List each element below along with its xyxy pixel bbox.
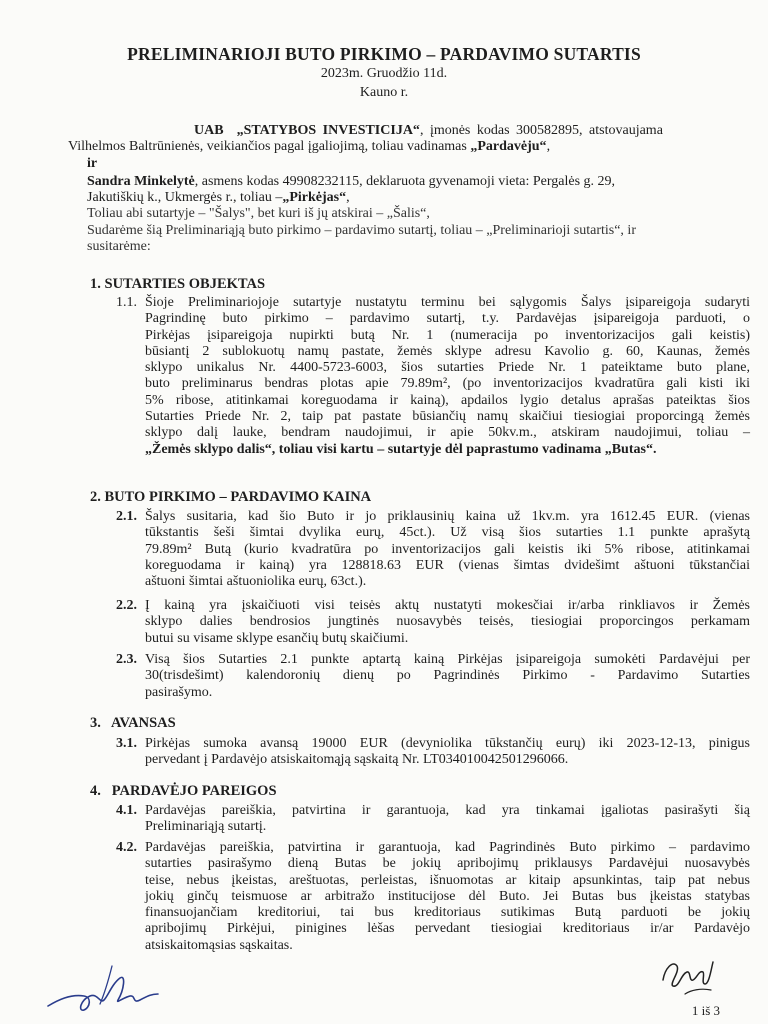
item-line: teise, nebus įkeistas, areštuotas, perleistas, išnuomotas ar kitaip apsunkintas, taip pat nebus [145, 872, 750, 888]
item-4-2-number: 4.2. [116, 840, 137, 855]
item-line: koreguodama ir kainą) yra 128818.63 EUR (vienas šimtas dvidešimt aštuoni tūkstančiai [145, 557, 750, 573]
item-line [145, 311, 750, 327]
item-line: atsiskaitomąsias sąskaitas. [145, 937, 293, 953]
item-line: Pardavėjas pareiškia, patvirtina ir garantuoja, kad yra tinkamai įgaliotas pasirašyti šią [145, 803, 750, 818]
item-line: 30(trisdešimt) kalendoronių dienų po Pagrindinės Pirkimo - Pardavimo Sutarties [145, 668, 750, 684]
buyer-details: , asmens kodas 49908232115, deklaruota gyvenamoji vieta: Pergalės g. 29, [194, 173, 616, 189]
section-4-heading: 4. PARDAVĖJO PAREIGOS [90, 783, 277, 799]
buyer-line-1 [87, 174, 720, 190]
buyer-comma: , [346, 190, 350, 206]
buyer-name: Sandra Minkelytė [87, 173, 195, 189]
item-line: sklypo dalį lauke, bendram naudojimui, ir apie 50kv.m., atskiram naudojimui, toliau – [145, 425, 750, 441]
page-number: 1 iš 3 [691, 1003, 720, 1018]
seller-alias: „Pardavėju“ [470, 139, 547, 155]
item-3-1 [145, 736, 750, 769]
buyer-address: Jakutiškių k., Ukmergės r., toliau – [87, 190, 283, 206]
item-line: Pirkėjas įsipareigoja nupirkti butą Nr. 1 (numeracija po inventorizacijos gali keistis) [145, 327, 750, 343]
item-line: butui su visame sklype esančių butų skaičiumi. [145, 630, 409, 646]
seller-details: , įmonės kodas 300582895, atstovaujama [419, 123, 663, 138]
item-line: Pardavėjas pareiškia, patvirtina ir garantuoja, kad Pagrindinės Buto pirkimo – pardavimo [145, 840, 750, 855]
item-line: pervedant į Pardavėjo atsiskaitomąją sąskaitą Nr. LT034010042501296066. [145, 752, 569, 768]
item-1-1-number: 1.1. [116, 295, 137, 310]
item-line: Pirkėjas sumoka avansą 19000 EUR (devyniolika tūkstančių eurų) iki 2023-12-13, pinigus [145, 736, 750, 751]
item-line: būsiantį 2 sublokuotų namų pastate, žemės sklype adresu Kavolio g. 60, Kaunas, žemės [145, 343, 750, 359]
item-line-text: Pagrindinę buto pirkimo – pardavimo sutartį, t.y. Pardavėjas įsipareigoja parduoti, o [145, 311, 750, 327]
item-3-1-number: 3.1. [116, 736, 137, 751]
and-word: ir [87, 155, 98, 171]
concluded-line-2: susitarėme: [87, 239, 151, 255]
item-line: sklypo unikalus Nr. 4400-5723-6003, šios sutarties Priede Nr. 1 pateiktame buto plane, [145, 360, 750, 376]
item-line: sutarties pasirašymo dieną Butas be jokių apribojimų priklausys Pardavėjui nuosavybės [145, 856, 750, 872]
item-2-1 [145, 509, 750, 590]
buyer-line-2 [87, 190, 720, 206]
item-line: Visą šios Sutarties 2.1 punkte aptartą kainą Pirkėjas įsipareigoja sumokėti Pardavėjui per [145, 652, 750, 667]
seller-prefix: UAB [194, 123, 224, 138]
item-line: buto preliminarus bendras plotas apie 79.89m², (po inventorizacijos kvadratūra gali kisti iki [145, 376, 750, 392]
seller-signature-icon [655, 950, 725, 1005]
seller-line-1 [90, 123, 720, 139]
item-line: aštuoni šimtai aštuoniolika eurų, 63ct.). [145, 574, 367, 590]
item-line: Į kainą yra įskaičiuoti visi teisės aktų nustatyti mokesčiai ir/arba rinkliavos ir Žemės [145, 598, 750, 613]
item-line: „Žemės sklypo dalis“, toliau visi kartu – sutartyje dėl paprastumo vadinama „Butas“. [145, 441, 657, 457]
item-2-3-number: 2.3. [116, 652, 137, 667]
item-4-1-number: 4.1. [116, 803, 137, 818]
item-line: apribojimų Pirkėjui, pinigines lėšas pervedant tiesiogiai kreditoriaus ir/ar Pardavėjo [145, 921, 750, 937]
item-4-2 [145, 840, 750, 954]
item-line: 79.89m² Butą (kurio kvadratūra po inventorizacijos gali keistis iki 5% ribose, atitinkamai [145, 541, 750, 557]
seller-line-2 [68, 139, 720, 155]
both-parties-line: Toliau abi sutartyje – "Šalys", bet kuri iš jų atskirai – „Šalis“, [87, 206, 430, 222]
section-1-heading: 1. SUTARTIES OBJEKTAS [90, 276, 266, 292]
section-3-heading: 3. AVANSAS [90, 715, 176, 731]
parties-block [68, 123, 720, 255]
concluded-line-1: Sudarėme šią Preliminariąją buto pirkimo – pardavimo sutartį, toliau – „Preliminarioji sutartis“, ir [87, 222, 636, 238]
item-4-1 [145, 803, 750, 836]
buyer-signature-icon [40, 960, 180, 1020]
item-1-1 [145, 295, 750, 458]
item-line: Sutarties Priede Nr. 2, taip pat pastate būsiančių namų skaičiui tiesiogiai proporcingą žemės [145, 409, 750, 425]
item-line: Preliminariąją sutartį. [145, 819, 267, 835]
seller-representative: Vilhelmos Baltrūnienės, veikiančios pagal įgaliojimą, toliau vadinamas [68, 139, 467, 155]
item-line: sklypo dalies bendrosios jungtinės nuosavybės teisės, tiesiogiai proporcingos perkamam [145, 614, 750, 630]
item-2-1-number: 2.1. [116, 509, 137, 524]
document-city: Kauno r. [359, 85, 409, 100]
item-line: tūkstantis šeši šimtai dvylika eurų, 45ct.). Už visą šios sutarties 1.1 punkte aprašytą [145, 525, 750, 541]
item-line: Šioje Preliminariojoje sutartyje nustatytu terminu bei sąlygomis Šalys įsipareigoja sudaryti [145, 295, 750, 310]
item-line: pasirašymo. [145, 684, 213, 700]
item-2-2 [145, 598, 750, 647]
document-title: PRELIMINARIOJI BUTO PIRKIMO – PARDAVIMO SUTARTIS [127, 44, 641, 64]
item-line: finansuojančiam kreditoriui, tai bus kreditoriaus sutikimas Butą parduoti be jokių [145, 905, 750, 921]
item-2-3 [145, 652, 750, 701]
item-line: 5% ribose, atitinkamai koreguodama ir kainą), apdailos lygio detalus aprašas pateiktas šios [145, 392, 750, 408]
seller-name: „STATYBOS INVESTICIJA“ [236, 123, 420, 138]
section-2-heading: 2. BUTO PIRKIMO – PARDAVIMO KAINA [90, 489, 372, 505]
item-line: Šalys susitaria, kad šio Buto ir jo priklausinių kaina už 1kv.m. yra 1612.45 EUR. (vienas [145, 509, 750, 524]
item-line: jokių ginčų teismuose ar arbitražo institucijose dėl Buto. Jei Butas bus įkeistas statybas [145, 888, 750, 904]
item-2-2-number: 2.2. [116, 598, 137, 613]
seller-comma: , [546, 139, 551, 155]
buyer-alias: „Pirkėjas“ [282, 190, 347, 206]
document-date: 2023m. Gruodžio 11d. [320, 66, 448, 81]
